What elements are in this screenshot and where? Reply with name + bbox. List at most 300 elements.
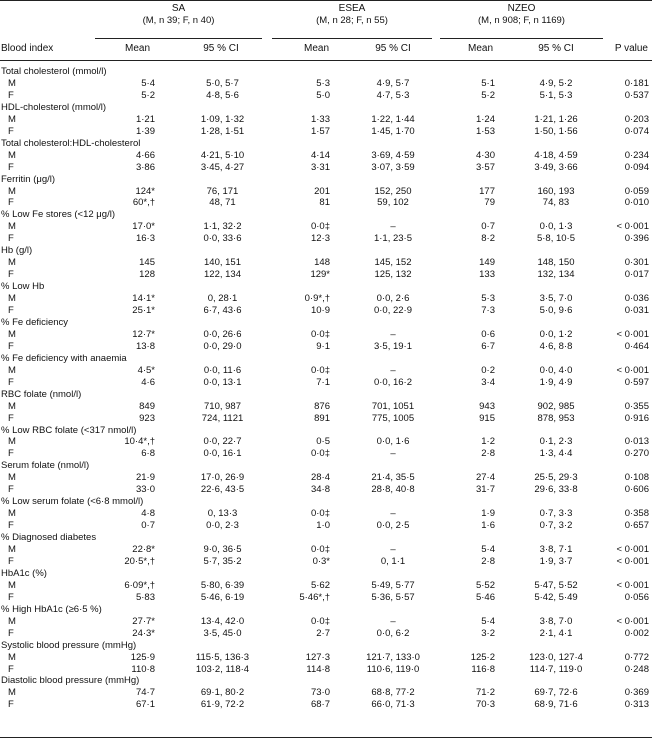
cell-nzeo-ci: 878, 953 bbox=[537, 412, 575, 424]
cell-nzeo-ci: 1·9, 4·9 bbox=[539, 376, 573, 388]
col-header-nzeo-mean: Mean bbox=[467, 43, 493, 54]
cell-sa-ci: 3·5, 45·0 bbox=[203, 627, 242, 639]
cell-p-value: 0·464 bbox=[624, 340, 649, 352]
cell-sex: F bbox=[8, 269, 14, 281]
section-title: % High HbA1c (≥6·5 %) bbox=[1, 603, 102, 615]
group-name: SA bbox=[171, 3, 186, 14]
cell-esea-mean: 5·3 bbox=[316, 77, 330, 89]
cell-p-value: 0·606 bbox=[624, 484, 649, 496]
cell-sex: M bbox=[8, 185, 16, 197]
cell-p-value: 0·036 bbox=[624, 293, 649, 305]
cell-sa-mean: 4·6 bbox=[141, 376, 155, 388]
cell-sa-mean: 5·2 bbox=[141, 89, 155, 101]
cell-sex: F bbox=[8, 627, 14, 639]
cell-sex: M bbox=[8, 615, 16, 627]
cell-sa-mean: 110·8 bbox=[131, 663, 155, 675]
cell-nzeo-mean: 0·6 bbox=[481, 328, 495, 340]
cell-nzeo-mean: 5·1 bbox=[481, 77, 495, 89]
col-header-nzeo-ci: 95 % CI bbox=[538, 43, 574, 54]
cell-sa-mean: 10·4*,† bbox=[124, 436, 155, 448]
cell-sex: M bbox=[8, 328, 16, 340]
cell-p-value: 0·301 bbox=[624, 257, 649, 269]
cell-sex: F bbox=[8, 233, 14, 245]
cell-esea-ci: 21·4, 35·5 bbox=[371, 472, 415, 484]
cell-esea-mean: 0·0‡ bbox=[310, 221, 330, 233]
cell-sa-ci: 4·21, 5·10 bbox=[200, 149, 245, 161]
cell-sex: M bbox=[8, 508, 16, 520]
cell-sa-mean: 0·7 bbox=[141, 520, 155, 532]
cell-esea-ci: 66·0, 71·3 bbox=[371, 699, 415, 711]
cell-esea-mean: 34·8 bbox=[310, 484, 330, 496]
cell-p-value: 0·181 bbox=[624, 77, 649, 89]
cell-nzeo-ci: 4·9, 5·2 bbox=[539, 77, 573, 89]
cell-sex: F bbox=[8, 161, 14, 173]
cell-esea-mean: 0·0‡ bbox=[310, 615, 330, 627]
section-title: % Fe deficiency bbox=[1, 316, 69, 328]
cell-sa-ci: 5·80, 6·39 bbox=[200, 579, 245, 591]
cell-nzeo-ci: 132, 134 bbox=[537, 269, 575, 281]
cell-sa-ci: 5·0, 5·7 bbox=[206, 77, 239, 89]
cell-sa-ci: 1·1, 32·2 bbox=[203, 221, 242, 233]
cell-nzeo-mean: 31·7 bbox=[475, 484, 495, 496]
cell-esea-mean: 3·31 bbox=[310, 161, 330, 173]
cell-esea-ci: 4·9, 5·7 bbox=[376, 77, 410, 89]
cell-esea-ci: 0·0, 2·5 bbox=[376, 520, 410, 532]
cell-sa-ci: 1·28, 1·51 bbox=[200, 125, 245, 137]
cell-sex: F bbox=[8, 555, 14, 567]
cell-esea-mean: 10·9 bbox=[310, 305, 330, 316]
cell-p-value: 0·537 bbox=[624, 89, 649, 101]
cell-sa-ci: 13·4, 42·0 bbox=[200, 615, 245, 627]
cell-nzeo-mean: 5·2 bbox=[481, 89, 495, 101]
cell-nzeo-ci: 2·1, 4·1 bbox=[539, 627, 573, 639]
cell-nzeo-ci: 68·9, 71·6 bbox=[534, 699, 578, 711]
col-header-p-value: P value bbox=[614, 43, 648, 54]
cell-esea-mean: 201 bbox=[314, 185, 330, 197]
cell-sa-mean: 13·8 bbox=[135, 340, 155, 352]
cell-p-value: 0·056 bbox=[624, 591, 649, 603]
cell-nzeo-mean: 70·3 bbox=[475, 699, 495, 711]
cell-p-value: 0·059 bbox=[624, 185, 649, 197]
cell-sex: F bbox=[8, 484, 14, 496]
col-header-esea-ci: 95 % CI bbox=[375, 43, 411, 54]
cell-esea-mean: 891 bbox=[314, 412, 330, 424]
cell-nzeo-ci: 123·0, 127·4 bbox=[529, 651, 583, 663]
cell-sex: F bbox=[8, 699, 14, 711]
cell-sa-mean: 6·09*,† bbox=[124, 579, 155, 591]
cell-nzeo-ci: 5·8, 10·5 bbox=[536, 233, 576, 245]
cell-sa-mean: 923 bbox=[139, 412, 155, 424]
cell-nzeo-ci: 3·8, 7·0 bbox=[539, 615, 573, 627]
cell-nzeo-ci: 5·47, 5·52 bbox=[534, 579, 578, 591]
cell-esea-ci: – bbox=[390, 448, 396, 460]
cell-sa-mean: 25·1* bbox=[132, 305, 155, 316]
cell-sa-mean: 3·86 bbox=[135, 161, 155, 173]
cell-nzeo-mean: 1·53 bbox=[475, 125, 495, 137]
cell-p-value: < 0·001 bbox=[616, 615, 649, 627]
cell-nzeo-mean: 79 bbox=[484, 197, 495, 209]
cell-sa-mean: 24·3* bbox=[132, 627, 155, 639]
section-title: % Low serum folate (<6·8 mmol/l) bbox=[1, 496, 144, 508]
cell-esea-ci: – bbox=[390, 328, 396, 340]
section-title: Total cholesterol (mmol/l) bbox=[1, 66, 107, 77]
cell-esea-ci: 3·07, 3·59 bbox=[371, 161, 415, 173]
cell-nzeo-ci: 1·9, 3·7 bbox=[539, 555, 573, 567]
cell-esea-ci: 3·5, 19·1 bbox=[373, 340, 413, 352]
cell-sa-mean: 20·5*,† bbox=[124, 555, 155, 567]
section-title: % Low Fe stores (<12 μg/l) bbox=[1, 209, 115, 221]
cell-esea-ci: 1·45, 1·70 bbox=[371, 125, 415, 137]
cell-nzeo-mean: 133 bbox=[479, 269, 495, 281]
cell-esea-ci: 145, 152 bbox=[374, 257, 412, 269]
section-title: % Low RBC folate (<317 nmol/l) bbox=[1, 424, 137, 436]
cell-sa-ci: 0·0, 16·1 bbox=[203, 448, 242, 460]
cell-esea-mean: 0·0‡ bbox=[310, 328, 330, 340]
cell-esea-mean: 7·1 bbox=[316, 376, 330, 388]
cell-nzeo-ci: 148, 150 bbox=[537, 257, 575, 269]
cell-nzeo-ci: 0·7, 3·2 bbox=[539, 520, 573, 532]
group-rule-nzeo bbox=[440, 38, 603, 39]
cell-nzeo-ci: 3·5, 7·0 bbox=[539, 293, 573, 305]
cell-esea-ci: – bbox=[390, 221, 396, 233]
cell-esea-mean: 9·1 bbox=[316, 340, 330, 352]
cell-sex: F bbox=[8, 376, 14, 388]
cell-esea-ci: 0·0, 16·2 bbox=[373, 376, 413, 388]
cell-sa-ci: 61·9, 72·2 bbox=[200, 699, 245, 711]
cell-sex: F bbox=[8, 412, 14, 424]
section-title: Systolic blood pressure (mmHg) bbox=[1, 639, 137, 651]
cell-nzeo-ci: 902, 985 bbox=[537, 400, 575, 412]
section-title: % Diagnosed diabetes bbox=[1, 532, 97, 544]
cell-p-value: 0·203 bbox=[624, 113, 649, 125]
section-title: Ferritin (μg/l) bbox=[1, 173, 56, 185]
cell-sa-ci: 0·0, 2·3 bbox=[206, 520, 239, 532]
section-title: Total cholesterol:HDL-cholesterol bbox=[1, 137, 141, 149]
cell-sa-ci: 3·45, 4·27 bbox=[200, 161, 245, 173]
cell-sex: M bbox=[8, 364, 16, 376]
cell-sa-ci: 710, 987 bbox=[204, 400, 241, 412]
cell-esea-mean: 68·7 bbox=[310, 699, 330, 711]
cell-sa-mean: 74·7 bbox=[135, 687, 155, 699]
cell-sa-mean: 5·4 bbox=[141, 77, 155, 89]
cell-sex: M bbox=[8, 149, 16, 161]
cell-esea-mean: 0·0‡ bbox=[310, 508, 330, 520]
cell-p-value: 0·355 bbox=[624, 400, 649, 412]
cell-sa-mean: 1·21 bbox=[135, 113, 155, 125]
cell-nzeo-ci: 3·8, 7·1 bbox=[539, 544, 573, 555]
cell-sex: M bbox=[8, 579, 16, 591]
cell-nzeo-mean: 0·7 bbox=[481, 221, 495, 233]
cell-sa-ci: 0, 28·1 bbox=[207, 293, 238, 305]
cell-nzeo-ci: 160, 193 bbox=[537, 185, 575, 197]
cell-sa-mean: 12·7* bbox=[132, 328, 155, 340]
group-header-sa bbox=[95, 3, 262, 27]
cell-p-value: < 0·001 bbox=[616, 579, 649, 591]
cell-esea-ci: 0·0, 1·6 bbox=[376, 436, 410, 448]
cell-esea-ci: 121·7, 133·0 bbox=[366, 651, 420, 663]
cell-esea-mean: 0·9*,† bbox=[304, 293, 330, 305]
cell-p-value: 0·074 bbox=[624, 125, 649, 137]
cell-nzeo-mean: 5·52 bbox=[475, 579, 495, 591]
cell-nzeo-mean: 71·2 bbox=[475, 687, 495, 699]
cell-sa-ci: 22·6, 43·5 bbox=[200, 484, 245, 496]
cell-esea-mean: 127·3 bbox=[305, 651, 330, 663]
cell-sa-mean: 60*,† bbox=[132, 197, 155, 209]
cell-sa-ci: 0·0, 26·6 bbox=[203, 328, 242, 340]
cell-esea-mean: 1·57 bbox=[310, 125, 330, 137]
cell-esea-ci: 0, 1·1 bbox=[380, 555, 406, 567]
group-rule-esea bbox=[272, 38, 432, 39]
cell-sa-ci: 0·0, 13·1 bbox=[203, 376, 242, 388]
cell-sa-mean: 33·0 bbox=[135, 484, 155, 496]
cell-nzeo-mean: 27·4 bbox=[475, 472, 495, 484]
cell-sex: M bbox=[8, 77, 16, 89]
cell-sa-mean: 128 bbox=[139, 269, 155, 281]
cell-sa-ci: 9·0, 36·5 bbox=[203, 544, 242, 555]
cell-nzeo-mean: 5·4 bbox=[481, 544, 495, 555]
cell-sa-ci: 115·5, 136·3 bbox=[195, 651, 250, 663]
cell-esea-ci: 0·0, 22·9 bbox=[373, 305, 413, 316]
cell-esea-mean: 5·0 bbox=[316, 89, 330, 101]
cell-sex: F bbox=[8, 663, 14, 675]
cell-nzeo-mean: 943 bbox=[479, 400, 495, 412]
cell-sa-ci: 0, 13·3 bbox=[207, 508, 238, 520]
cell-p-value: 0·002 bbox=[624, 627, 649, 639]
cell-nzeo-mean: 5·46 bbox=[475, 591, 495, 603]
cell-p-value: 0·597 bbox=[624, 376, 649, 388]
cell-sa-ci: 4·8, 5·6 bbox=[206, 89, 239, 101]
cell-nzeo-mean: 5·4 bbox=[481, 615, 495, 627]
section-title: HbA1c (%) bbox=[1, 567, 47, 579]
cell-nzeo-mean: 6·7 bbox=[481, 340, 495, 352]
cell-sa-ci: 0·0, 22·7 bbox=[203, 436, 242, 448]
cell-nzeo-mean: 5·3 bbox=[481, 293, 495, 305]
cell-sa-mean: 4·5* bbox=[137, 364, 155, 376]
cell-esea-ci: 4·7, 5·3 bbox=[376, 89, 410, 101]
cell-p-value: 0·248 bbox=[624, 663, 649, 675]
cell-nzeo-ci: 0·0, 4·0 bbox=[539, 364, 573, 376]
cell-esea-ci: 3·69, 4·59 bbox=[371, 149, 415, 161]
col-header-sa-ci: 95 % CI bbox=[203, 43, 239, 54]
cell-p-value: 0·094 bbox=[624, 161, 649, 173]
cell-esea-ci: – bbox=[390, 508, 396, 520]
cell-sex: M bbox=[8, 651, 16, 663]
cell-nzeo-mean: 177 bbox=[479, 185, 495, 197]
cell-nzeo-mean: 7·3 bbox=[481, 305, 495, 316]
cell-p-value: 0·234 bbox=[624, 149, 649, 161]
cell-sa-ci: 5·7, 35·2 bbox=[203, 555, 242, 567]
cell-sa-mean: 27·7* bbox=[132, 615, 155, 627]
cell-p-value: 0·313 bbox=[624, 699, 649, 711]
group-name: ESEA bbox=[338, 3, 366, 14]
cell-sex: M bbox=[8, 436, 16, 448]
cell-p-value: 0·017 bbox=[624, 269, 649, 281]
header-rule bbox=[0, 60, 652, 61]
section-title: HDL-cholesterol (mmol/l) bbox=[1, 101, 107, 113]
cell-esea-mean: 81 bbox=[319, 197, 330, 209]
cell-p-value: < 0·001 bbox=[616, 555, 649, 567]
cell-esea-mean: 12·3 bbox=[310, 233, 330, 245]
cell-nzeo-ci: 114·7, 119·0 bbox=[529, 663, 583, 675]
col-header-sa-mean: Mean bbox=[124, 43, 150, 54]
cell-p-value: 0·772 bbox=[624, 651, 649, 663]
cell-sa-mean: 124* bbox=[135, 185, 155, 197]
cell-esea-mean: 876 bbox=[314, 400, 330, 412]
cell-nzeo-ci: 1·3, 4·4 bbox=[539, 448, 573, 460]
cell-sa-mean: 4·8 bbox=[141, 508, 155, 520]
cell-sex: F bbox=[8, 125, 14, 137]
section-title: % Fe deficiency with anaemia bbox=[1, 352, 127, 364]
section-title: Diastolic blood pressure (mmHg) bbox=[1, 675, 140, 687]
cell-esea-ci: 5·49, 5·77 bbox=[371, 579, 415, 591]
cell-p-value: 0·108 bbox=[624, 472, 649, 484]
cell-esea-mean: 28·4 bbox=[310, 472, 330, 484]
cell-esea-mean: 148 bbox=[314, 257, 330, 269]
cell-esea-mean: 0·5 bbox=[316, 436, 330, 448]
cell-esea-ci: 125, 132 bbox=[374, 269, 412, 281]
cell-p-value: < 0·001 bbox=[616, 221, 649, 233]
cell-esea-mean: 73·0 bbox=[310, 687, 330, 699]
cell-sa-mean: 145 bbox=[139, 257, 155, 269]
cell-nzeo-ci: 4·18, 4·59 bbox=[534, 149, 578, 161]
cell-nzeo-mean: 3·2 bbox=[481, 627, 495, 639]
cell-sex: F bbox=[8, 305, 14, 316]
cell-esea-ci: 0·0, 6·2 bbox=[376, 627, 410, 639]
cell-sa-mean: 5·83 bbox=[135, 591, 155, 603]
section-title: RBC folate (nmol/l) bbox=[1, 388, 82, 400]
cell-sex: M bbox=[8, 257, 16, 269]
cell-sex: F bbox=[8, 520, 14, 532]
top-rule bbox=[0, 0, 652, 1]
cell-esea-ci: 110·6, 119·0 bbox=[366, 663, 420, 675]
cell-nzeo-ci: 29·6, 33·8 bbox=[534, 484, 578, 496]
cell-nzeo-ci: 1·50, 1·56 bbox=[534, 125, 578, 137]
cell-nzeo-ci: 0·1, 2·3 bbox=[539, 436, 573, 448]
cell-sa-mean: 849 bbox=[139, 400, 155, 412]
cell-nzeo-ci: 5·0, 9·6 bbox=[539, 305, 573, 316]
cell-nzeo-mean: 915 bbox=[479, 412, 495, 424]
cell-nzeo-mean: 2·8 bbox=[481, 448, 495, 460]
cell-nzeo-mean: 0·2 bbox=[481, 364, 495, 376]
group-name: NZEO bbox=[507, 3, 536, 14]
cell-sa-ci: 0·0, 29·0 bbox=[203, 340, 242, 352]
cell-sa-mean: 21·9 bbox=[135, 472, 155, 484]
cell-nzeo-mean: 1·9 bbox=[481, 508, 495, 520]
group-rule-sa bbox=[95, 38, 262, 39]
cell-nzeo-ci: 0·0, 1·3 bbox=[539, 221, 573, 233]
cell-sa-mean: 14·1* bbox=[132, 293, 155, 305]
cell-nzeo-ci: 69·7, 72·6 bbox=[534, 687, 578, 699]
cell-sa-ci: 6·7, 43·6 bbox=[203, 305, 242, 316]
cell-esea-mean: 5·62 bbox=[310, 579, 330, 591]
cell-nzeo-ci: 74, 83 bbox=[542, 197, 570, 209]
cell-p-value: < 0·001 bbox=[616, 364, 649, 376]
group-sample-size: (M, n 908; F, n 1169) bbox=[478, 15, 565, 26]
cell-sa-ci: 5·46, 6·19 bbox=[200, 591, 245, 603]
col-header-blood-index: Blood index bbox=[1, 43, 54, 54]
cell-nzeo-ci: 0·0, 1·2 bbox=[539, 328, 573, 340]
cell-sex: F bbox=[8, 197, 14, 209]
cell-p-value: 0·270 bbox=[624, 448, 649, 460]
cell-nzeo-mean: 4·30 bbox=[475, 149, 495, 161]
cell-esea-mean: 0·3* bbox=[312, 555, 330, 567]
cell-esea-ci: 0·0, 2·6 bbox=[376, 293, 410, 305]
cell-sex: M bbox=[8, 687, 16, 699]
cell-nzeo-mean: 1·2 bbox=[481, 436, 495, 448]
cell-sex: M bbox=[8, 293, 16, 305]
cell-nzeo-mean: 3·4 bbox=[481, 376, 495, 388]
cell-esea-mean: 0·0‡ bbox=[310, 544, 330, 555]
cell-nzeo-mean: 8·2 bbox=[481, 233, 495, 245]
cell-p-value: 0·657 bbox=[624, 520, 649, 532]
cell-p-value: 0·916 bbox=[624, 412, 649, 424]
cell-sex: M bbox=[8, 400, 16, 412]
cell-esea-ci: 59, 102 bbox=[377, 197, 409, 209]
cell-esea-mean: 5·46*,† bbox=[299, 591, 330, 603]
cell-p-value: < 0·001 bbox=[616, 328, 649, 340]
cell-sa-mean: 67·1 bbox=[135, 699, 155, 711]
cell-esea-ci: 68·8, 77·2 bbox=[371, 687, 415, 699]
section-title: % Low Hb bbox=[1, 281, 45, 293]
cell-esea-mean: 114·8 bbox=[306, 663, 330, 675]
cell-sa-mean: 1·39 bbox=[135, 125, 155, 137]
cell-p-value: 0·358 bbox=[624, 508, 649, 520]
cell-sa-mean: 6·8 bbox=[141, 448, 155, 460]
cell-esea-mean: 129* bbox=[310, 269, 330, 281]
bottom-rule bbox=[0, 737, 652, 738]
cell-p-value: 0·031 bbox=[624, 305, 649, 316]
cell-sa-ci: 724, 1121 bbox=[201, 412, 244, 424]
cell-nzeo-ci: 3·49, 3·66 bbox=[534, 161, 578, 173]
cell-nzeo-ci: 5·42, 5·49 bbox=[534, 591, 578, 603]
cell-sa-ci: 103·2, 118·4 bbox=[195, 663, 250, 675]
group-sample-size: (M, n 39; F, n 40) bbox=[142, 15, 215, 26]
cell-esea-mean: 2·7 bbox=[316, 627, 330, 639]
group-header-nzeo bbox=[440, 3, 603, 27]
cell-nzeo-ci: 4·6, 8·8 bbox=[539, 340, 573, 352]
cell-sex: F bbox=[8, 340, 14, 352]
cell-p-value: < 0·001 bbox=[616, 544, 649, 555]
group-header-esea bbox=[272, 3, 432, 27]
cell-esea-mean: 0·0‡ bbox=[310, 364, 330, 376]
cell-nzeo-ci: 1·21, 1·26 bbox=[534, 113, 578, 125]
cell-sa-mean: 4·66 bbox=[135, 149, 155, 161]
cell-nzeo-mean: 1·24 bbox=[475, 113, 495, 125]
cell-esea-ci: 701, 1051 bbox=[371, 400, 415, 412]
cell-sa-mean: 22·8* bbox=[132, 544, 155, 555]
cell-sa-ci: 122, 134 bbox=[204, 269, 241, 281]
cell-esea-ci: – bbox=[390, 364, 396, 376]
cell-sa-ci: 0·0, 33·6 bbox=[203, 233, 242, 245]
cell-p-value: 0·396 bbox=[624, 233, 649, 245]
cell-sa-ci: 76, 171 bbox=[206, 185, 239, 197]
cell-nzeo-mean: 2·8 bbox=[481, 555, 495, 567]
cell-sa-mean: 17·0* bbox=[132, 221, 155, 233]
cell-nzeo-ci: 25·5, 29·3 bbox=[534, 472, 578, 484]
cell-esea-mean: 4·14 bbox=[310, 149, 330, 161]
cell-sex: M bbox=[8, 544, 16, 555]
group-sample-size: (M, n 28; F, n 55) bbox=[316, 15, 388, 26]
cell-nzeo-mean: 149 bbox=[479, 257, 495, 269]
col-header-esea-mean: Mean bbox=[303, 43, 329, 54]
cell-sa-ci: 69·1, 80·2 bbox=[200, 687, 245, 699]
section-title: Hb (g/l) bbox=[1, 245, 33, 257]
cell-sex: M bbox=[8, 221, 16, 233]
cell-sa-ci: 48, 71 bbox=[209, 197, 236, 209]
cell-nzeo-mean: 125·2 bbox=[470, 651, 495, 663]
cell-sex: M bbox=[8, 472, 16, 484]
cell-p-value: 0·010 bbox=[624, 197, 649, 209]
